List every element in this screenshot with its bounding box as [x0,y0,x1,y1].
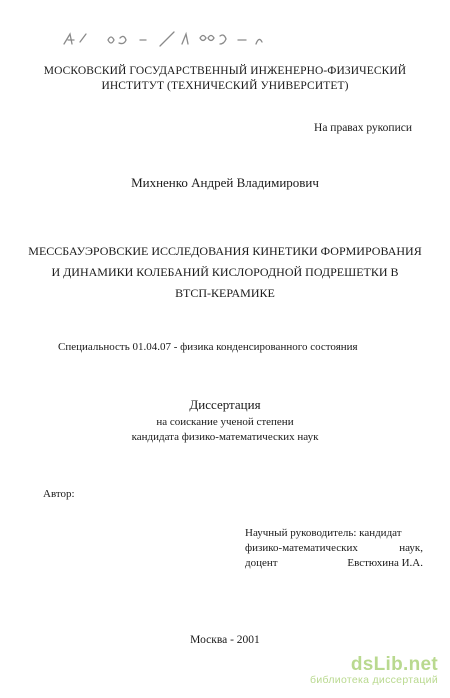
supervisor-rank: доцент [245,557,278,569]
rights-note: На правах рукописи [314,122,412,134]
dissertation-heading: Диссертация [189,397,261,412]
institution-line-1: МОСКОВСКИЙ ГОСУДАРСТВЕННЫЙ ИНЖЕНЕРНО-ФИЗИЧЕСКИЙ [43,65,407,77]
author-label: Автор: [43,488,75,500]
watermark-tagline: библиотека диссертаций [310,674,438,686]
watermark [310,654,438,686]
supervisor-name: Евстюхина И.А. [347,557,423,569]
watermark-logo: dsLib.net [350,654,438,675]
specialty-line: Специальность 01.04.07 - физика конденсированного состояния [58,341,358,353]
handwriting-scribble-icon [60,28,330,50]
supervisor-line-2 [245,542,423,554]
handwritten-annotation [60,28,330,50]
thesis-title-line-1: МЕССБАУЭРОВСКИЕ ИССЛЕДОВАНИЯ КИНЕТИКИ ФОРМИРОВАНИЯ [28,244,422,258]
supervisor-field-suffix: наук, [399,542,423,554]
supervisor-line-3 [245,557,423,569]
author-name: Михненко Андрей Владимирович [131,175,319,190]
degree-line-2: кандидата физико-математических наук [131,431,319,443]
supervisor-line-1: Научный руководитель: кандидат [245,527,402,539]
thesis-title-line-2: И ДИНАМИКИ КОЛЕБАНИЙ КИСЛОРОДНОЙ ПОДРЕШЕТКИ В [51,265,399,279]
thesis-title-line-3: ВТСП-КЕРАМИКЕ [175,286,275,300]
institution-line-2: ИНСТИТУТ (ТЕХНИЧЕСКИЙ УНИВЕРСИТЕТ) [101,80,349,92]
city-year: Москва - 2001 [190,634,260,646]
degree-line-1: на соискание ученой степени [156,416,294,428]
supervisor-field: физико-математических [245,542,358,554]
